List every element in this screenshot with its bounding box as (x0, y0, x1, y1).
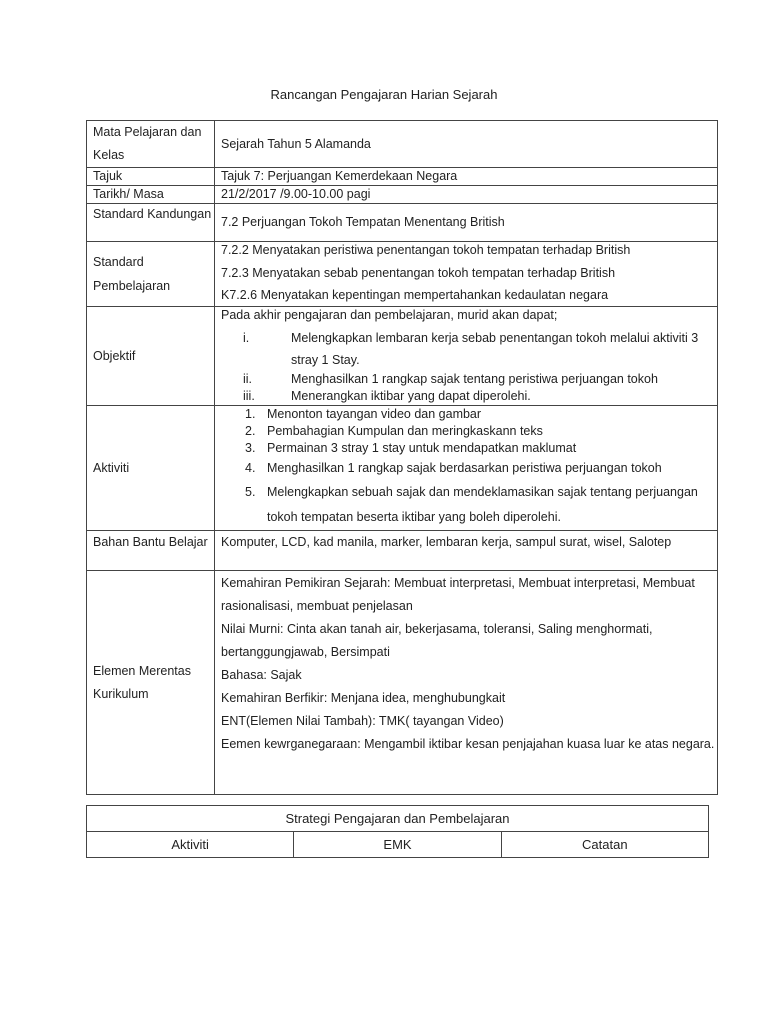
value-standard-kandungan: 7.2 Perjuangan Tokoh Tempatan Menentang British (215, 204, 718, 242)
column-aktiviti: Aktiviti (87, 832, 294, 858)
objektif-text: Menerangkan iktibar yang dapat diperolehi. (291, 389, 531, 403)
row-tajuk (87, 168, 718, 186)
row-bahan-bantu (87, 531, 718, 571)
objektif-item (221, 371, 717, 388)
label-objektif: Objektif (87, 307, 215, 406)
objektif-num: ii. (243, 372, 253, 386)
sp-line: K7.2.6 Menyatakan kepentingan mempertahankan kedaulatan negara (221, 288, 609, 302)
aktiviti-num: 1. (245, 407, 256, 421)
row-aktiviti (87, 406, 718, 531)
aktiviti-num: 2. (245, 424, 256, 438)
aktiviti-item (221, 457, 717, 480)
emk-line: Eemen kewrganegaraan: Mengambil iktibar kesan penjajahan kuasa luar ke atas negara. (221, 737, 715, 751)
aktiviti-item (221, 440, 717, 457)
row-elemen-merentas (87, 571, 718, 795)
emk-line: Kemahiran Pemikiran Sejarah: Membuat interpretasi, Membuat interpretasi, Membuat rasionalisasi, membuat penjelasan (221, 576, 695, 613)
aktiviti-text: Menghasilkan 1 rangkap sajak berdasarkan peristiwa perjuangan tokoh (267, 461, 662, 475)
objektif-intro: Pada akhir pengajaran dan pembelajaran, murid akan dapat; (221, 308, 558, 322)
label-tarikh: Tarikh/ Masa (87, 186, 215, 204)
row-objektif (87, 307, 718, 406)
row-mata-pelajaran (87, 121, 718, 168)
objektif-text: Melengkapkan lembaran kerja sebab penentangan tokoh melalui aktiviti 3 stray 1 Stay. (291, 331, 699, 367)
aktiviti-text: Menonton tayangan video dan gambar (267, 407, 482, 421)
value-aktiviti (215, 406, 718, 531)
objektif-item (221, 327, 717, 371)
strategy-title: Strategi Pengajaran dan Pembelajaran (87, 806, 709, 832)
aktiviti-num: 4. (245, 461, 256, 475)
row-standard-pembelajaran (87, 242, 718, 307)
value-tajuk: Tajuk 7: Perjuangan Kemerdekaan Negara (215, 168, 718, 186)
value-objektif (215, 307, 718, 406)
row-tarikh (87, 186, 718, 204)
sp-line: 7.2.3 Menyatakan sebab penentangan tokoh tempatan terhadap British (221, 266, 616, 280)
column-catatan: Catatan (501, 832, 708, 858)
emk-line: ENT(Elemen Nilai Tambah): TMK( tayangan Video) (221, 714, 504, 728)
emk-line: Kemahiran Berfikir: Menjana idea, menghubungkait (221, 691, 506, 705)
aktiviti-text: Melengkapkan sebuah sajak dan mendeklamasikan sajak tentang perjuangan tokoh tempatan beserta iktibar yang boleh diperolehi. (267, 485, 698, 524)
sp-line: 7.2.2 Menyatakan peristiwa penentangan tokoh tempatan terhadap British (221, 243, 631, 257)
objektif-list (221, 327, 717, 405)
column-emk: EMK (294, 832, 501, 858)
value-standard-pembelajaran (215, 242, 718, 307)
objektif-text: Menghasilkan 1 rangkap sajak tentang peristiwa perjuangan tokoh (291, 372, 658, 386)
document-title: Rancangan Pengajaran Harian Sejarah (270, 87, 498, 102)
label-standard-kandungan: Standard Kandungan (87, 204, 215, 242)
value-bahan-bantu: Komputer, LCD, kad manila, marker, lembaran kerja, sampul surat, wisel, Salotep (215, 531, 718, 571)
label-mata-pelajaran: Mata Pelajaran dan Kelas (87, 121, 215, 168)
emk-line: Bahasa: Sajak (221, 668, 302, 682)
label-aktiviti: Aktiviti (87, 406, 215, 531)
strategy-header-row (87, 832, 709, 858)
aktiviti-text: Permainan 3 stray 1 stay untuk mendapatkan maklumat (267, 441, 577, 455)
objektif-item (221, 388, 717, 405)
aktiviti-item (221, 423, 717, 440)
strategy-title-row (87, 806, 709, 832)
aktiviti-num: 5. (245, 485, 256, 499)
label-standard-pembelajaran: Standard Pembelajaran (87, 242, 215, 307)
aktiviti-item (221, 406, 717, 423)
aktiviti-list (221, 406, 717, 530)
aktiviti-item (221, 480, 717, 530)
objektif-num: i. (243, 331, 250, 345)
aktiviti-num: 3. (245, 441, 256, 455)
objektif-num: iii. (243, 389, 255, 403)
value-mata-pelajaran: Sejarah Tahun 5 Alamanda (215, 121, 718, 168)
aktiviti-text: Pembahagian Kumpulan dan meringkaskann teks (267, 424, 543, 438)
value-elemen-merentas (215, 571, 718, 795)
label-elemen-merentas: Elemen Merentas Kurikulum (87, 571, 215, 795)
label-tajuk: Tajuk (87, 168, 215, 186)
strategy-table (86, 805, 709, 858)
row-standard-kandungan (87, 204, 718, 242)
label-bahan-bantu: Bahan Bantu Belajar (87, 531, 215, 571)
lesson-plan-table (86, 120, 718, 795)
emk-line: Nilai Murni: Cinta akan tanah air, bekerjasama, toleransi, Saling menghormati, bertanggungjawab, Bersimpati (221, 622, 653, 659)
value-tarikh: 21/2/2017 /9.00-10.00 pagi (215, 186, 718, 204)
